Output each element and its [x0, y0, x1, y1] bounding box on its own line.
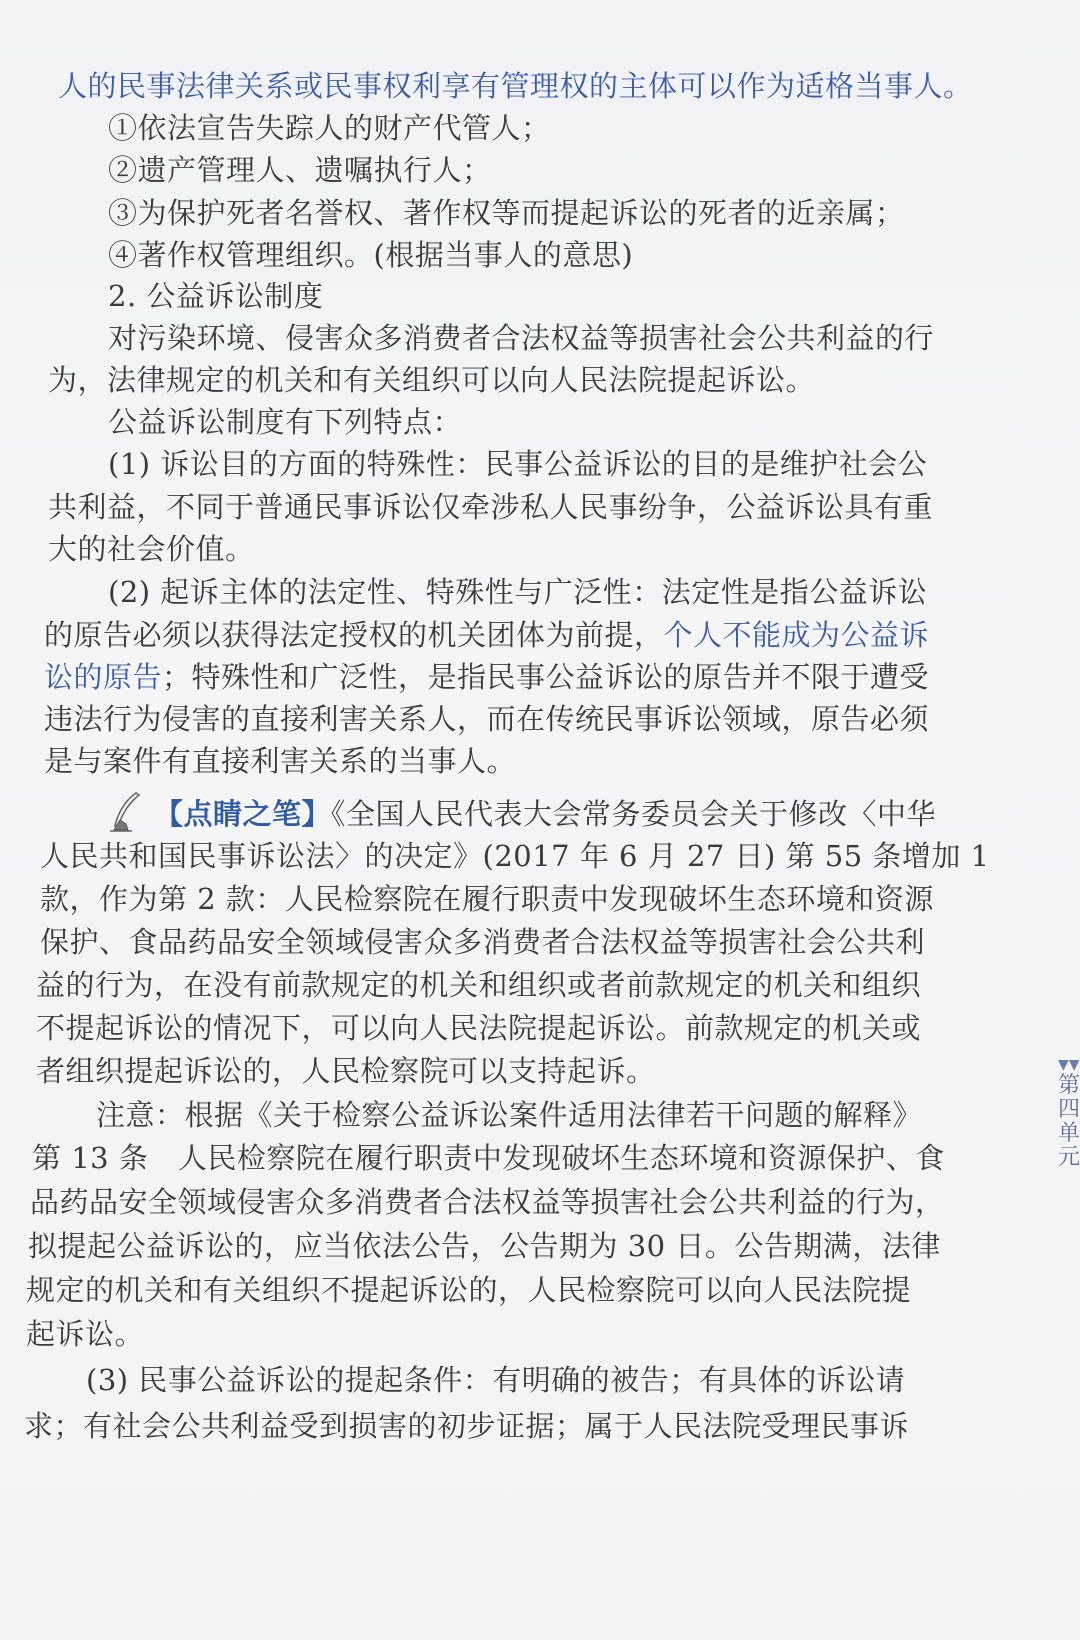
text-line: 违法行为侵害的直接利害关系人，而在传统民事诉讼领域，原告必须 [44, 702, 930, 736]
text-line: 款，作为第 2 款：人民检察院在履行职责中发现破坏生态环境和资源 [40, 882, 934, 916]
list-item: ①依法宣告失踪人的财产代管人； [108, 111, 551, 145]
text-line: 品药品安全领域侵害众多消费者合法权益等损害社会公共利益的行为， [30, 1185, 945, 1219]
text-line: 第 13 条 人民检察院在履行职责中发现破坏生态环境和资源保护、食 [32, 1141, 945, 1175]
highlight-text: 个人不能成为公益诉 [663, 618, 930, 652]
text-line: 共利益，不同于普通民事诉讼仅牵涉私人民事纷争，公益诉讼具有重 [48, 490, 934, 524]
text-line: 对污染环境、侵害众多消费者合法权益等损害社会公共利益的行 [108, 321, 935, 355]
chapter-label: 第四单元 [1058, 1073, 1080, 1170]
text-line: 不提起诉讼的情况下，可以向人民法院提起诉讼。前款规定的机关或 [36, 1011, 922, 1045]
section-heading: 2. 公益诉讼制度 [108, 279, 324, 313]
text-span: 《全国人民代表大会常务委员会关于修改〈中华 [331, 797, 937, 831]
text-line [44, 657, 929, 697]
list-item: ④著作权管理组织。(根据当事人的意思) [108, 238, 634, 272]
text-line: 大的社会价值。 [48, 532, 255, 566]
text-line: 益的行为，在没有前款规定的机关和组织或者前款规定的机关和组织 [36, 968, 922, 1002]
list-item: ③为保护死者名誉权、著作权等而提起诉讼的死者的近亲属； [108, 196, 905, 230]
text-line: (1) 诉讼目的方面的特殊性：民事公益诉讼的目的是维护社会公 [108, 447, 928, 481]
text-line: 为，法律规定的机关和有关组织可以向人民法院提起诉讼。 [48, 363, 816, 397]
quill-pen-icon [106, 790, 150, 834]
double-chevron-down-icon: ▼▼ [1058, 1057, 1080, 1073]
list-item: ②遗产管理人、遗嘱执行人； [108, 153, 492, 187]
text-line: 起诉讼。 [26, 1317, 145, 1351]
text-line: 求；有社会公共利益受到损害的初步证据；属于人民法院受理民事诉 [24, 1409, 910, 1443]
text-line: 是与案件有直接利害关系的当事人。 [44, 744, 517, 778]
text-line: 保护、食品药品安全领域侵害众多消费者合法权益等损害社会公共利 [40, 925, 926, 959]
text-line: 拟提起公益诉讼的，应当依法公告，公告期为 30 日。公告期满，法律 [28, 1229, 941, 1263]
text-span: ；特殊性和广泛性，是指民事公益诉讼的原告并不限于遭受 [162, 660, 930, 694]
text-line: (2) 起诉主体的法定性、特殊性与广泛性：法定性是指公益诉讼 [108, 575, 928, 609]
highlight-text: 讼的原告 [44, 660, 163, 694]
text-line: 规定的机关和有关组织不提起诉讼的，人民检察院可以向人民法院提 [26, 1273, 912, 1307]
text-line: 者组织提起诉讼的，人民检察院可以支持起诉。 [36, 1054, 656, 1088]
text-line [44, 615, 929, 655]
text-line: 人的民事法律关系或民事权利享有管理权的主体可以作为适格当事人。 [58, 69, 973, 103]
text-span: 的原告必须以获得法定授权的机关团体为前提， [44, 618, 664, 652]
tag-label: 【点睛之笔】 [154, 797, 332, 831]
text-line: 注意：根据《关于检察公益诉讼案件适用法律若干问题的解释》 [96, 1098, 923, 1132]
text-line: (3) 民事公益诉讼的提起条件：有明确的被告；有具体的诉讼请 [86, 1363, 906, 1397]
text-line: 人民共和国民事诉讼法〉的决定》(2017 年 6 月 27 日) 第 55 条增加 1 [40, 839, 990, 873]
highlight-note [106, 790, 936, 834]
chapter-side-tab [1058, 1057, 1080, 1170]
text-line: 公益诉讼制度有下列特点： [108, 405, 463, 439]
